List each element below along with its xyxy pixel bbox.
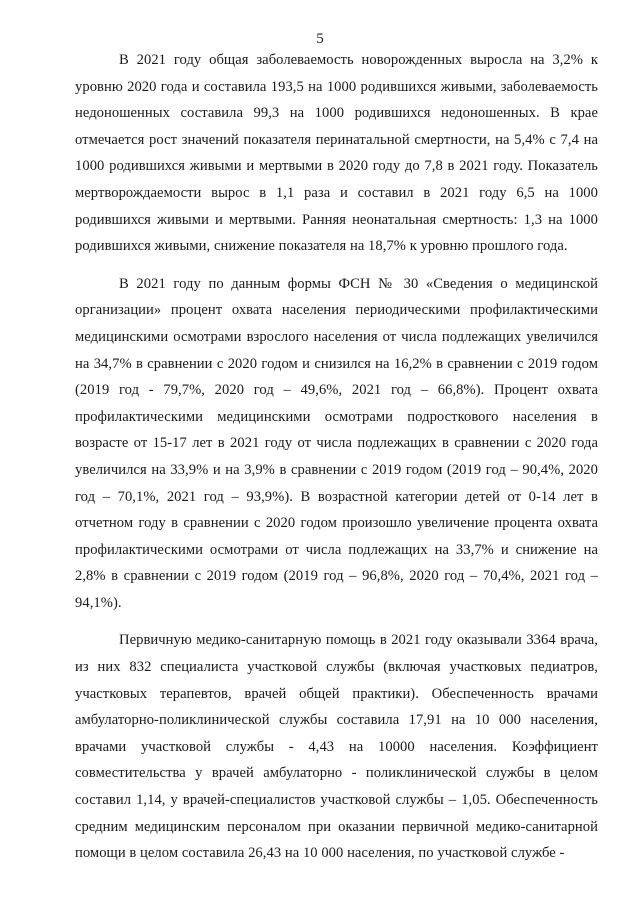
paragraph-preventive-examinations: В 2021 году по данным формы ФСН № 30 «Сведения о медицинской организации» процент охвата населения периодическими профилактическими медицинскими осмотрами взрослого населения от числа подлежащих увеличился на 34,7% в сравнении с 2020 годом и снизился на 16,2% в сравнении с 2019 годом (2019 год - 79,7%, 2020 год – 49,6%, 2021 год – 66,8%). Процент охвата профилактическими медицинскими осмотрами подросткового населения в возрасте от 15-17 лет в 2021 году от числа подлежащих в сравнении с 2020 года увеличился на 33,9% и на 3,9% в сравнении с 2019 годом (2019 год – 90,4%, 2020 год – 70,1%, 2021 год – 93,9%). В возрастной категории детей от 0-14 лет в отчетном году в сравнении с 2020 годом произошло увеличение процента охвата профилактическими осмотрами от числа подлежащих на 33,7% и снижение на 2,8% в сравнении с 2019 годом (2019 год – 96,8%, 2020 год – 70,4%, 2021 год – 94,1%). <box>75 275 598 611</box>
paragraph-primary-care-staffing: Первичную медико-санитарную помощь в 2021 году оказывали 3364 врача, из них 832 специалиста участковой службы (включая участковых педиатров, участковых терапевтов, врачей общей практики). Обеспеченность врачами амбулаторно-поликлинической службы составила 17,91 на 10 000 населения, врачами участковой службы - 4,43 на 10000 населения. Коэффициент совместительства у врачей амбулаторно - поликлинической службы в целом составил 1,14, у врачей-специалистов участковой службы – 1,05. Обеспеченность средним медицинским персоналом при оказании первичной медико-санитарной помощи в целом составила 26,43 на 10 000 населения, по участковой службе - <box>75 632 598 862</box>
page-number: 5 <box>316 31 324 47</box>
document-body <box>75 47 598 867</box>
paragraph-newborn-morbidity: В 2021 году общая заболеваемость новорожденных выросла на 3,2% к уровню 2020 года и составила 193,5 на 1000 родившихся живыми, заболеваемость недоношенных составила 99,3 на 1000 родившихся недоношенных. В крае отмечается рост значений показателя перинатальной смертности, на 5,4% с 7,4 на 1000 родившихся живыми и мертвыми в 2020 году до 7,8 в 2021 году. Показатель мертворождаемости вырос в 1,1 раза и составил в 2021 году 6,5 на 1000 родившихся живыми и мертвыми. Ранняя неонатальная смертность: 1,3 на 1000 родившихся живыми, снижение показателя на 18,7% к уровню прошлого года. <box>75 52 598 255</box>
